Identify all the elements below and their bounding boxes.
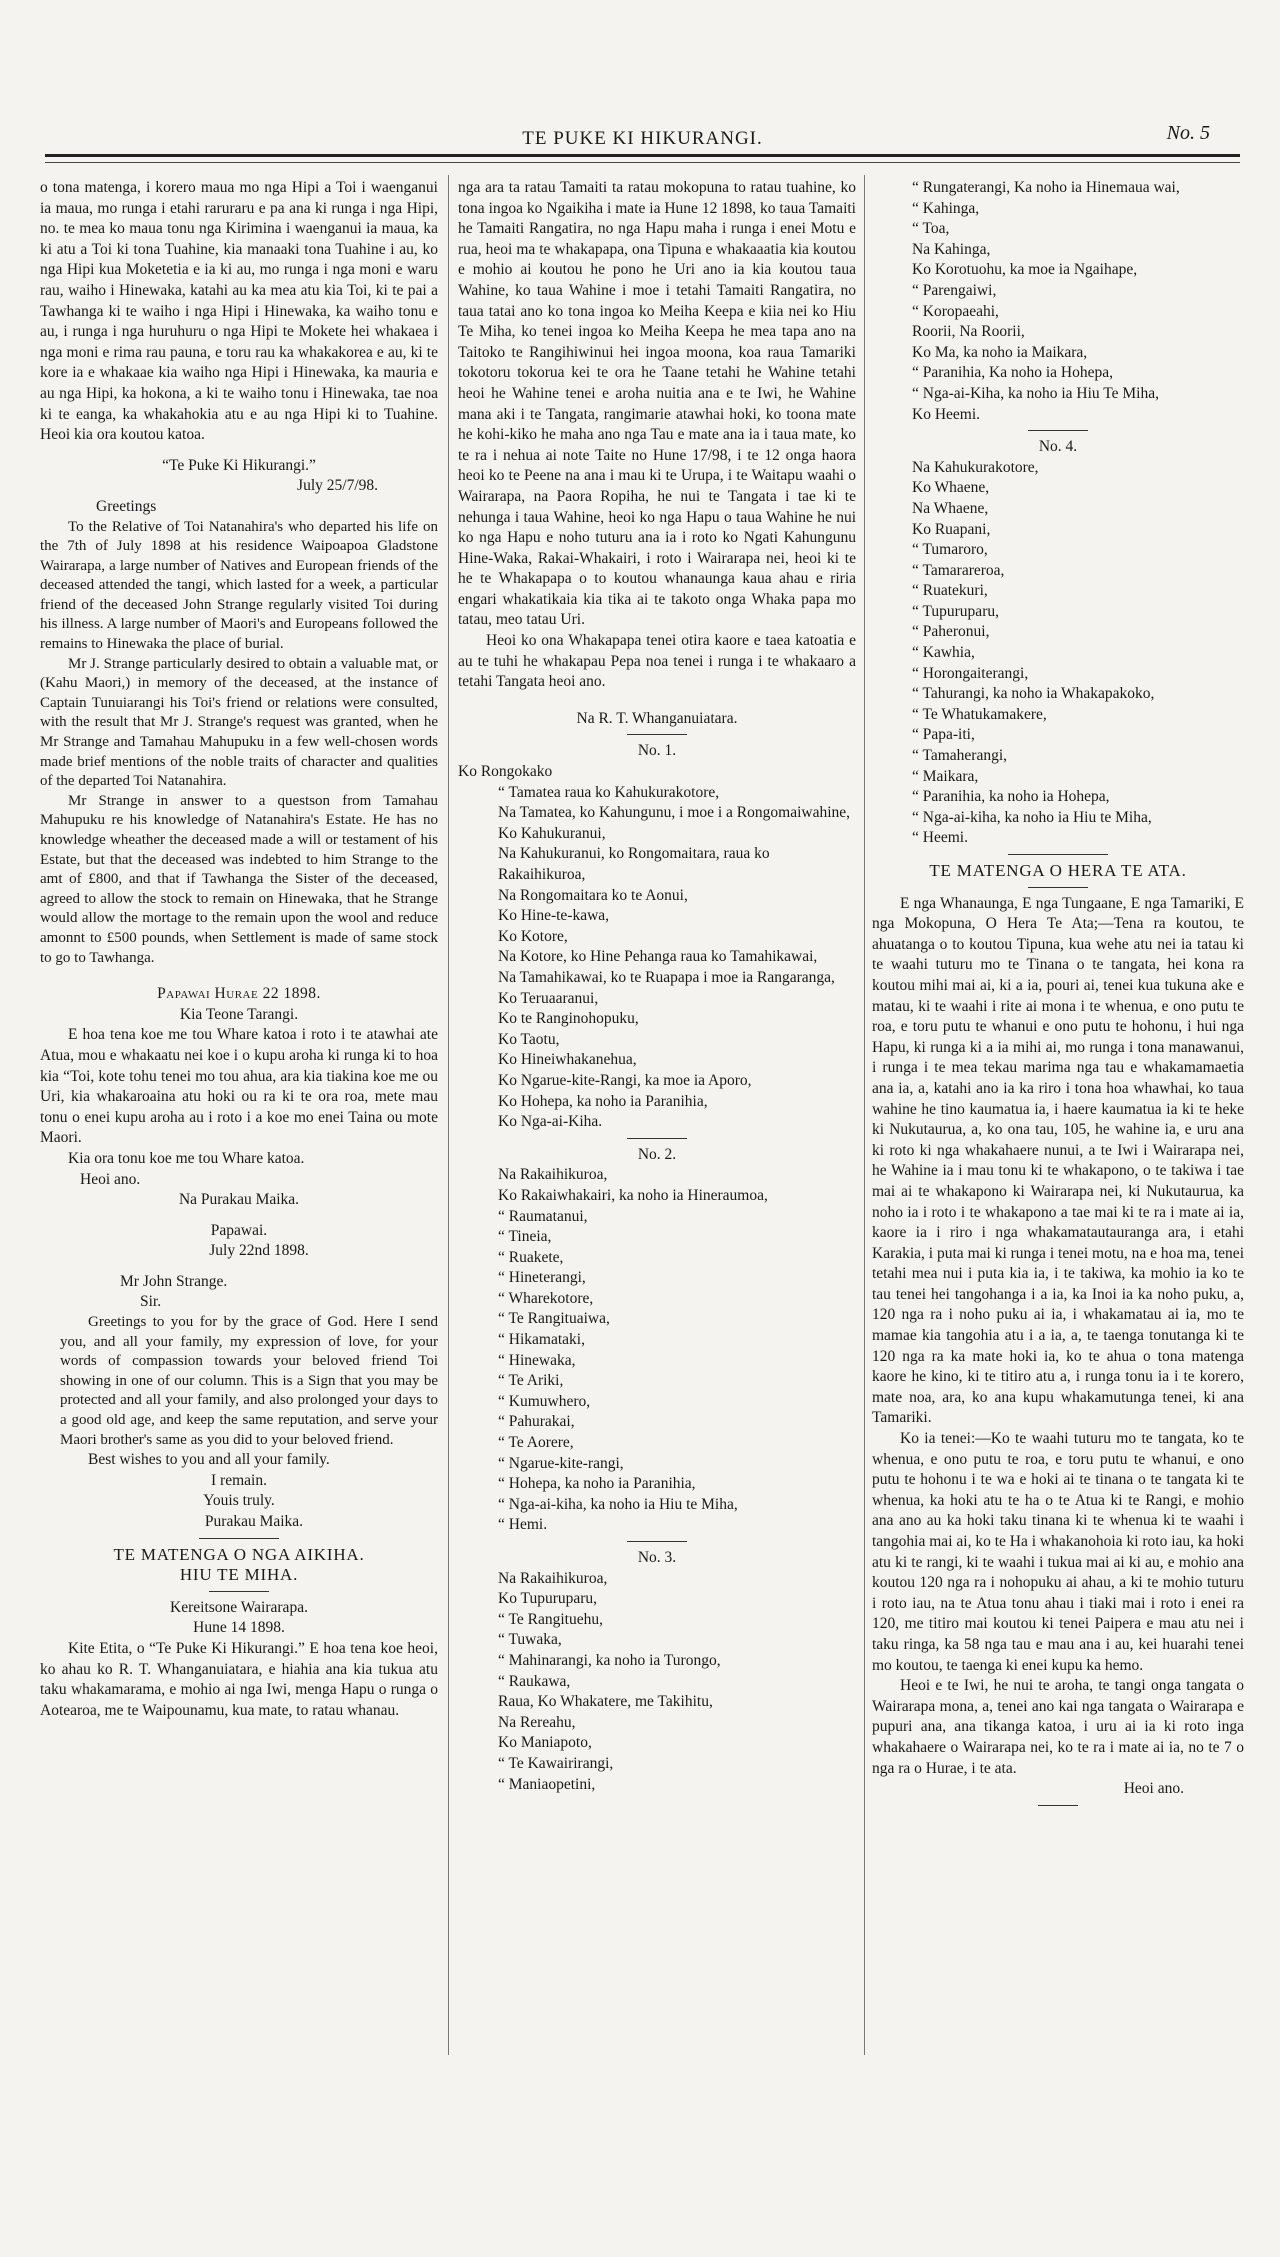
- article-text: Heoi e te Iwi, he nui te aroha, te tangi onga tangata o Wairarapa mona, a, tenei ano kai nga tangata o Wairarapa e pupuri ana, ana tikanga katoa, i uru ai ia ki roto inga whakahaere o Wairarapa nei, ko te ra i mate ai ia, no te 7 o nga ra o Hurae, i te ata.: [872, 1677, 1244, 1777]
- genealogy-entry: “ Hemi.: [498, 1516, 548, 1534]
- genealogy-entry: Na Kahukuranui, ko Rongomaitara, raua ko Rakaihikuroa,: [498, 845, 770, 883]
- article-heoi: Heoi ano.: [1123, 1780, 1184, 1798]
- article-heading: TE MATENGA O NGA AIKIHA.: [113, 1544, 365, 1564]
- article-dateline: Kereitsone Wairarapa.: [170, 1598, 308, 1616]
- article-date: Hune 14 1898.: [193, 1619, 285, 1637]
- letter-paragraph: Mr Strange in answer to a questson from Tamahau Mahupuku re his knowledge of Natanahira's Estate. He has no knowledge wheather the deceased made a will or testament of his Estate, but that the deceased was indebted to him Strange to the amt of £800, and that if Tawhanga the Sister of the deceased, agreed to allow the stock to remain on Hinewaka, that he Strange would allow the mortage to the remain upon the wool and reduce amonnt to £500 pounds, when Settlement is made of same stock to go to Tawhanga.: [40, 792, 438, 966]
- genealogy-entry: “ Tineia,: [498, 1228, 552, 1246]
- genealogy-entry: “ Pahurakai,: [498, 1413, 575, 1431]
- article-text: Kite Etita, o “Te Puke Ki Hikurangi.” E hoa tena koe heoi, ko ahau ko R. T. Whanganuiatara, e hiahia ana kia tukua atu taku whakamarama, e mohio ai nga Iwi, menga Hapu o runga o Aotearoa, me te Waipounamu, kua mate, to ratau whanau.: [40, 1639, 438, 1719]
- genealogy-entry: “ Raukawa,: [498, 1672, 571, 1690]
- letter-closing: Best wishes to you and all your family.: [88, 1451, 330, 1469]
- genealogy-entry: “ Tamaherangi,: [912, 747, 1008, 765]
- genealogy-list-4: [872, 458, 1244, 849]
- column-3: [872, 178, 1244, 1812]
- genealogy-entry: Ko te Ranginohopuku,: [498, 1010, 639, 1028]
- section-separator: [1038, 1805, 1078, 1806]
- page-header: [45, 122, 1240, 184]
- page-number: No. 5: [1166, 122, 1210, 144]
- genealogy-entry: “ Tumaroro,: [912, 541, 988, 559]
- header-rule-thin: [45, 162, 1240, 163]
- genealogy-entry: “ Hohepa, ka noho ia Paranihia,: [498, 1475, 696, 1493]
- genealogy-entry: Na Kotore, ko Hine Pehanga raua ko Tamahikawai,: [498, 948, 818, 966]
- genealogy-entry: “ Wharekotore,: [498, 1289, 594, 1307]
- genealogy-entry: Na Kahukurakotore,: [912, 458, 1039, 476]
- letter-dateline: Papawai Hurae 22 1898.: [157, 985, 321, 1003]
- article-text: nga ara ta ratau Tamaiti ta ratau mokopuna to ratau tuahine, ko tona ingoa ko Ngaikiha i mate ia Hune 12 1898, ko taua Tamaiti he Tamaiti Rangatira, no nga Hapu maha i runga i enei Motu e rua, heoi ma te whakapapa, ona Tipuna e whakaaatia kia koutou e mohio ai koutou he pono he Uri ano ia kia koutou taua Wahine, ko taua Wahine i moe i tetahi Tamaiti Rangatira, no taua tatai ano ko tona ingoa ko Meiha Keepa e kiia nei ko Hiu Te Miha, ko tenei ingoa ko Meiha Keepa he mea tapa ano na Taitoko te Rangihiwinui hei ingoa moona, koa raua Tamariki tokotoru tokorua kei te ora he Taane tetahi he Wahine tetahi heoi he Wahine tenei e aroha nuitia ana e te Iwi, he Wahine mana aki i te Tangata, rangimarie atawhai hoki, ko toona mate he kohi-kiko he maha ano nga Tau e mate ana ia i taua mate, ko te ra i nehua ai note Taite no Hune 17/98, i te 12 onga haora heoi ko te Peene na ana i mau ki te Urupa, i te Waitapu waahi o Wairarapa, na Paora Ropiha, he nui te Tangata i tae ki te nehunga i taua Wahine, heoi ko nga Hapu o taua Wahine he nui ko nga Hapu e noho tuturu ana ia i roto ko Ngati Kahungunu Hine-Waka, Rakai-Whakairi, i roto i Wairarapa nei, heoi ki te he te Whakapapa o to koutou whanaunga kaua ahau e riria engari whakatikaia kia tika ai te takoto onga Whaka papa mo tatau, meo tatau Uri.: [458, 179, 856, 629]
- genealogy-entry: “ Tahurangi, ka noho ia Whakapakoko,: [912, 685, 1155, 703]
- genealogy-entry: Ko Rongokako: [458, 763, 553, 781]
- letter-date: July 25/7/98.: [297, 477, 378, 495]
- genealogy-entry: Ko Rakaiwhakairi, ka noho ia Hineraumoa,: [498, 1186, 768, 1204]
- genealogy-entry: Raua, Ko Whakatere, me Takihitu,: [498, 1693, 713, 1711]
- genealogy-entry: “ Kahinga,: [912, 199, 980, 217]
- genealogy-entry: Ko Korotuohu, ka moe ia Ngaihape,: [912, 261, 1138, 279]
- genealogy-entry: Na Tamatea, ko Kahungunu, i moe i a Rongomaiwahine,: [498, 804, 851, 822]
- genealogy-entry: Na Whaene,: [912, 499, 989, 517]
- genealogy-entry: Ko Kotore,: [498, 927, 568, 945]
- genealogy-entry: Ko Ruapani,: [912, 520, 991, 538]
- section-separator: [199, 1538, 279, 1539]
- genealogy-entry: “ Ruatekuri,: [912, 582, 988, 600]
- genealogy-entry: Ko Hohepa, ka noho ia Paranihia,: [498, 1092, 708, 1110]
- genealogy-number: No. 2.: [637, 1145, 677, 1163]
- genealogy-entry: “ Hinewaka,: [498, 1351, 576, 1369]
- article-signature: Na R. T. Whanganuiatara.: [576, 709, 738, 727]
- genealogy-entry: “ Te Rangituehu,: [498, 1610, 603, 1628]
- genealogy-entry: “ Tamatea raua ko Kahukurakotore,: [498, 783, 720, 801]
- genealogy-entry: “ Ruakete,: [498, 1248, 564, 1266]
- genealogy-entry: “ Tamarareroa,: [912, 561, 1005, 579]
- genealogy-list-3-cont: [872, 178, 1244, 425]
- genealogy-entry: “ Papa-iti,: [912, 726, 975, 744]
- genealogy-entry: Ko Hineiwhakanehua,: [498, 1051, 637, 1069]
- letter-date: July 22nd 1898.: [209, 1242, 309, 1260]
- column-1: [40, 178, 438, 1721]
- genealogy-entry: “ Koropaeahi,: [912, 302, 999, 320]
- section-separator: [1028, 430, 1088, 431]
- genealogy-entry: “ Paranihia, ka noho ia Hohepa,: [912, 788, 1110, 806]
- genealogy-entry: Roorii, Na Roorii,: [912, 323, 1025, 341]
- section-separator: [627, 1541, 687, 1542]
- genealogy-entry: Na Tamahikawai, ko te Ruapapa i moe ia Rangaranga,: [498, 968, 835, 986]
- letter-remain: I remain.: [211, 1471, 267, 1489]
- column-2: [458, 178, 856, 1795]
- article-text: o tona matenga, i korero maua mo nga Hipi a Toi i waenganui ia maua, mo runga i etahi raruraru e pa ana ki runga i nga Hipi, no. te mea ko maua tonu nga Kirimina i waenganui ia maua, ka ki atu a Toi ki tona Tuahine, kia manaaki tona Tuahine i au, ko nga Hipi kua Moketetia e ia ki au, mo runga i nga moni e waru rau, waiho i Hinewaka, katahi au ka mea atu kia Toi, ki te pai a Tawhanga ki te waiho i nga Hipi i Hinewaka, ka waiho tonu e au, i runga i nga huruhuru o nga Hipi te Mokete hei whakaea i nga moni e rima rau pauna, e toru rau ka whakakorea e au, ki te kore ia e whakaae kia waiho nga Hipi i Hinewaka, ka mauria e au nga Hipi, ka hokona, a ki te waiho tonu i Hinewaka, tae noa ki te eanga, ka whakahokia atu e au nga Hipi ki to Tuahine. Heoi kia ora koutou katoa.: [40, 179, 438, 444]
- letter-yours: Youis truly.: [203, 1492, 275, 1510]
- genealogy-entry: “ Tuwaka,: [498, 1631, 562, 1649]
- genealogy-entry: “ Te Aorere,: [498, 1434, 574, 1452]
- letter-addressee: Mr John Strange.: [120, 1272, 228, 1290]
- genealogy-number: No. 4.: [1038, 438, 1078, 456]
- genealogy-entry: “ Toa,: [912, 220, 950, 238]
- genealogy-entry: “ Maniaopetini,: [498, 1775, 596, 1793]
- genealogy-entry: Na Rakaihikuroa,: [498, 1166, 608, 1184]
- genealogy-entry: “ Tupuruparu,: [912, 602, 999, 620]
- genealogy-entry: “ Nga-ai-kiha, ka noho ia Hiu te Miha,: [912, 808, 1152, 826]
- header-rule-thick: [45, 154, 1240, 157]
- genealogy-list-2: [458, 1165, 856, 1536]
- section-separator: [627, 734, 687, 735]
- genealogy-entry: Ko Taotu,: [498, 1030, 560, 1048]
- genealogy-entry: “ Rungaterangi, Ka noho ia Hinemaua wai,: [912, 179, 1180, 196]
- section-separator: [1028, 887, 1088, 888]
- genealogy-entry: Ko Ma, ka noho ia Maikara,: [912, 343, 1088, 361]
- genealogy-entry: “ Nga-ai-Kiha, ka noho ia Hiu Te Miha,: [912, 384, 1159, 402]
- article-text: Heoi ko ona Whakapapa tenei otira kaore e taea katoatia e au te tuhi he whakapau Pepa noa tenei i runga i te whakaaro a tetahi Tangata heoi ano.: [458, 632, 856, 691]
- letter-paragraph: E hoa tena koe me tou Whare katoa i roto i te atawhai ate Atua, mou e whakaatu nei koe i o kupu aroha ki runga ki to hoa kia “Toi, kote tohu tenei mo tou ahua, ara kia tiakina koe me ou Uri, kia whakaroaina atu hoki ou ra ki te ora roa, mete mau tonu o enei kupu aroha au i roto i a koe mo enei Taina ou mote Maori.: [40, 1026, 438, 1147]
- genealogy-entry: Ko Heemi.: [912, 405, 981, 423]
- article-text: E nga Whanaunga, E nga Tungaane, E nga Tamariki, E nga Mokopuna, O Hera Te Ata;—Tena ra koutou, te ahuatanga o to koutou Tipuna, kua wehe atu nei ia tatau ki te waahi tuturu mo te Tinana o te tangata, hei kona ra koutou mihi mai ai, ki a ia, pouri ai, tenei kua tukuna ake e matau, ki te waahi i rite ai mona i te whenua, e ono putu te roa, e toru putu te whanui e ono putu te hohonu, i hui nga Hapu, ki runga ki a ia mihi ai, mo runga i tona manawanui, i runga i te mea tekau marima nga tau e whakamamaetia ana ia, a, katahi ano ia ka riro i tona hoa whawhai, ko taua wahine he tino kaumatua ia, i haere kaumatua ia ki te heke ki Nukutaurua, a, ko ona tau, 105, he wahine ia, e uru ana ki roto ki nga whakahaere nunui, a te Iwi i Wairarapa nei, he Wahine ia i mau tonu ki te whakapono, o te takiwa i tae mai ai te whakapono ki Wairarapa nei, ki Nukutaurua, ka noho ia i roto i te whakapono a tae mai ki te ra i mate ai ia, kaore ia i riro i nga whakamatautauranga ara, i etahi Karakia, i puta mai ki runga i tenei motu, na e hoa ma, tenei tetahi mea nui i puta kia ia, i te takiwa, ka mohio ia ko te tau tenei hei tangohanga i a ia, ka Inoi ia ka noho puku, a, 120 nga ra i noho puku ai ia, i whakamatau ai ia, mo te mamae kia tangohia atu i a ia, a, te taenga tonutanga ki te 120 nga ra ka mate hoki ia, ko te ahua o tona matenga kaore he kino, ki te titiro atu a, i runga tonu ia i te korero, mate noa, ara, ko ana kupu whakamutunga tenei, ki ana Tamariki.: [872, 894, 1244, 1427]
- genealogy-entry: “ Hineterangi,: [498, 1269, 586, 1287]
- genealogy-entry: “ Nga-ai-kiha, ka noho ia Hiu te Miha,: [498, 1495, 738, 1513]
- article-text: Ko ia tenei:—Ko te waahi tuturu mo te tangata, ko te whenua, e ono putu te roa, e toru putu te whanui, e ono putu te hohonu i te wa e hoki ai te tinana o te tangata ki te whenua, ka hoki atu te ha o te Atua ki te Rangi, e mohio ana ano au ka hoki taku tinana ki te whenua ki te waahi i tangohia mai ai, ko te Ha i whakanohoia ki roto iau, ka hoki atu ki te rangi, ki te waahi i tukua mai ai ki au, e mohio ana koutou 120 nga ra i nohopuku ai ahau, a ki te mohio tuturu i roto iau, na te Atua tonu ahau i tiaki mai i roto i enei ra 120, me titiro mai koutou ki tenei Paipera e mau atu nei i taku ringa, ka 58 nga tau e mau ana i au, kei huarahi tenei mo koutou, te taenga ki enei kupu ka hemo.: [872, 1430, 1244, 1674]
- letter-paragraph: Mr J. Strange particularly desired to obtain a valuable mat, or (Kahu Maori,) in memory of the deceased, at the instance of Captain Tunuiarangi his Toi's friend or relations were consulted, with the result that Mr J. Strange's request was granted, when he Mr Strange and Tamahau Mahupuku in a few well-chosen words made brief mentions of the noble traits of character and qualities of the departed Toi Natanahira.: [40, 655, 438, 790]
- genealogy-number: No. 3.: [637, 1549, 677, 1566]
- genealogy-entry: “ Te Whatukamakere,: [912, 705, 1047, 723]
- letter-paragraph: To the Relative of Toi Natanahira's who departed his life on the 7th of July 1898 at his residence Waipoapoa Gladstone Wairarapa, a large number of Natives and European friends of the deceased attended the tangi, which lasted for a week, a particular friend of the deceased John Strange regularly visited Toi during his illness. A large number of Maori's and Europeans followed the remains to Hinewaka the place of burial.: [40, 518, 438, 653]
- genealogy-entry: “ Hikamataki,: [498, 1331, 585, 1349]
- genealogy-entry: “ Paheronui,: [912, 623, 990, 641]
- section-separator: [627, 1138, 687, 1139]
- newspaper-name: “Te Puke Ki Hikurangi.”: [162, 456, 316, 474]
- genealogy-entry: “ Kumuwhero,: [498, 1392, 591, 1410]
- letter-paragraph: Greetings to you for by the grace of God. Here I send you, and all your family, my expression of love, for your words of compassion towards your beloved friend Toi showing in one of our column. This is a Sign that you may be protected and all your family, and also prolonged your days to a good old age, and keep the same reputation, and serve your Maori brother's same as you did to your beloved friend.: [60, 1314, 438, 1448]
- genealogy-number: No. 1.: [637, 742, 677, 760]
- genealogy-entry: “ Kawhia,: [912, 644, 975, 662]
- letter-salutation: Sir.: [140, 1293, 162, 1311]
- letter-place: Papawai.: [210, 1221, 268, 1239]
- genealogy-entry: “ Heemi.: [912, 829, 968, 847]
- genealogy-entry: Na Kahinga,: [912, 240, 991, 258]
- genealogy-entry: “ Raumatanui,: [498, 1207, 588, 1225]
- article-subheading: HIU TE MIHA.: [179, 1565, 299, 1585]
- genealogy-entry: Na Rakaihikuroa,: [498, 1569, 608, 1587]
- letter-signature: Purakau Maika.: [204, 1513, 304, 1530]
- genealogy-entry: “ Te Ariki,: [498, 1372, 564, 1390]
- letter-signature: Na Purakau Maika.: [178, 1191, 300, 1209]
- masthead-title: TE PUKE KI HIKURANGI.: [522, 128, 763, 149]
- genealogy-entry: “ Parengaiwi,: [912, 281, 997, 299]
- letter-greeting: Greetings: [96, 497, 157, 515]
- letter-addressee: Kia Teone Tarangi.: [179, 1005, 299, 1023]
- genealogy-list-3: [458, 1569, 856, 1796]
- genealogy-entry: Ko Nga-ai-Kiha.: [498, 1113, 603, 1131]
- genealogy-entry: Na Rongomaitara ko te Aonui,: [498, 886, 688, 904]
- genealogy-entry: “ Horongaiterangi,: [912, 664, 1029, 682]
- letter-heoi: Heoi ano.: [80, 1170, 141, 1188]
- genealogy-entry: “ Te Kawairirangi,: [498, 1754, 614, 1772]
- genealogy-entry: Ko Kahukuranui,: [498, 824, 606, 842]
- genealogy-entry: “ Paranihia, Ka noho ia Hohepa,: [912, 364, 1114, 382]
- genealogy-entry: Ko Teruaaranui,: [498, 989, 599, 1007]
- genealogy-list-1: [458, 762, 856, 1133]
- letter-closing: Kia ora tonu koe me tou Whare katoa.: [68, 1149, 305, 1167]
- genealogy-entry: Ko Whaene,: [912, 479, 990, 497]
- column-divider-1: [448, 175, 449, 2055]
- genealogy-entry: Ko Hine-te-kawa,: [498, 907, 610, 925]
- genealogy-entry: “ Te Rangituaiwa,: [498, 1310, 610, 1328]
- genealogy-entry: “ Mahinarangi, ka noho ia Turongo,: [498, 1651, 721, 1669]
- article-heading: TE MATENGA O HERA TE ATA.: [929, 861, 1187, 880]
- genealogy-entry: “ Ngarue-kite-rangi,: [498, 1454, 624, 1472]
- section-separator: [209, 1591, 269, 1592]
- genealogy-entry: Na Rereahu,: [498, 1713, 576, 1731]
- section-separator: [1008, 854, 1108, 855]
- genealogy-entry: Ko Ngarue-kite-Rangi, ka moe ia Aporo,: [498, 1071, 752, 1089]
- genealogy-entry: Ko Tupuruparu,: [498, 1590, 598, 1608]
- genealogy-entry: Ko Maniapoto,: [498, 1734, 592, 1752]
- column-divider-2: [864, 175, 865, 2055]
- genealogy-entry: “ Maikara,: [912, 767, 979, 785]
